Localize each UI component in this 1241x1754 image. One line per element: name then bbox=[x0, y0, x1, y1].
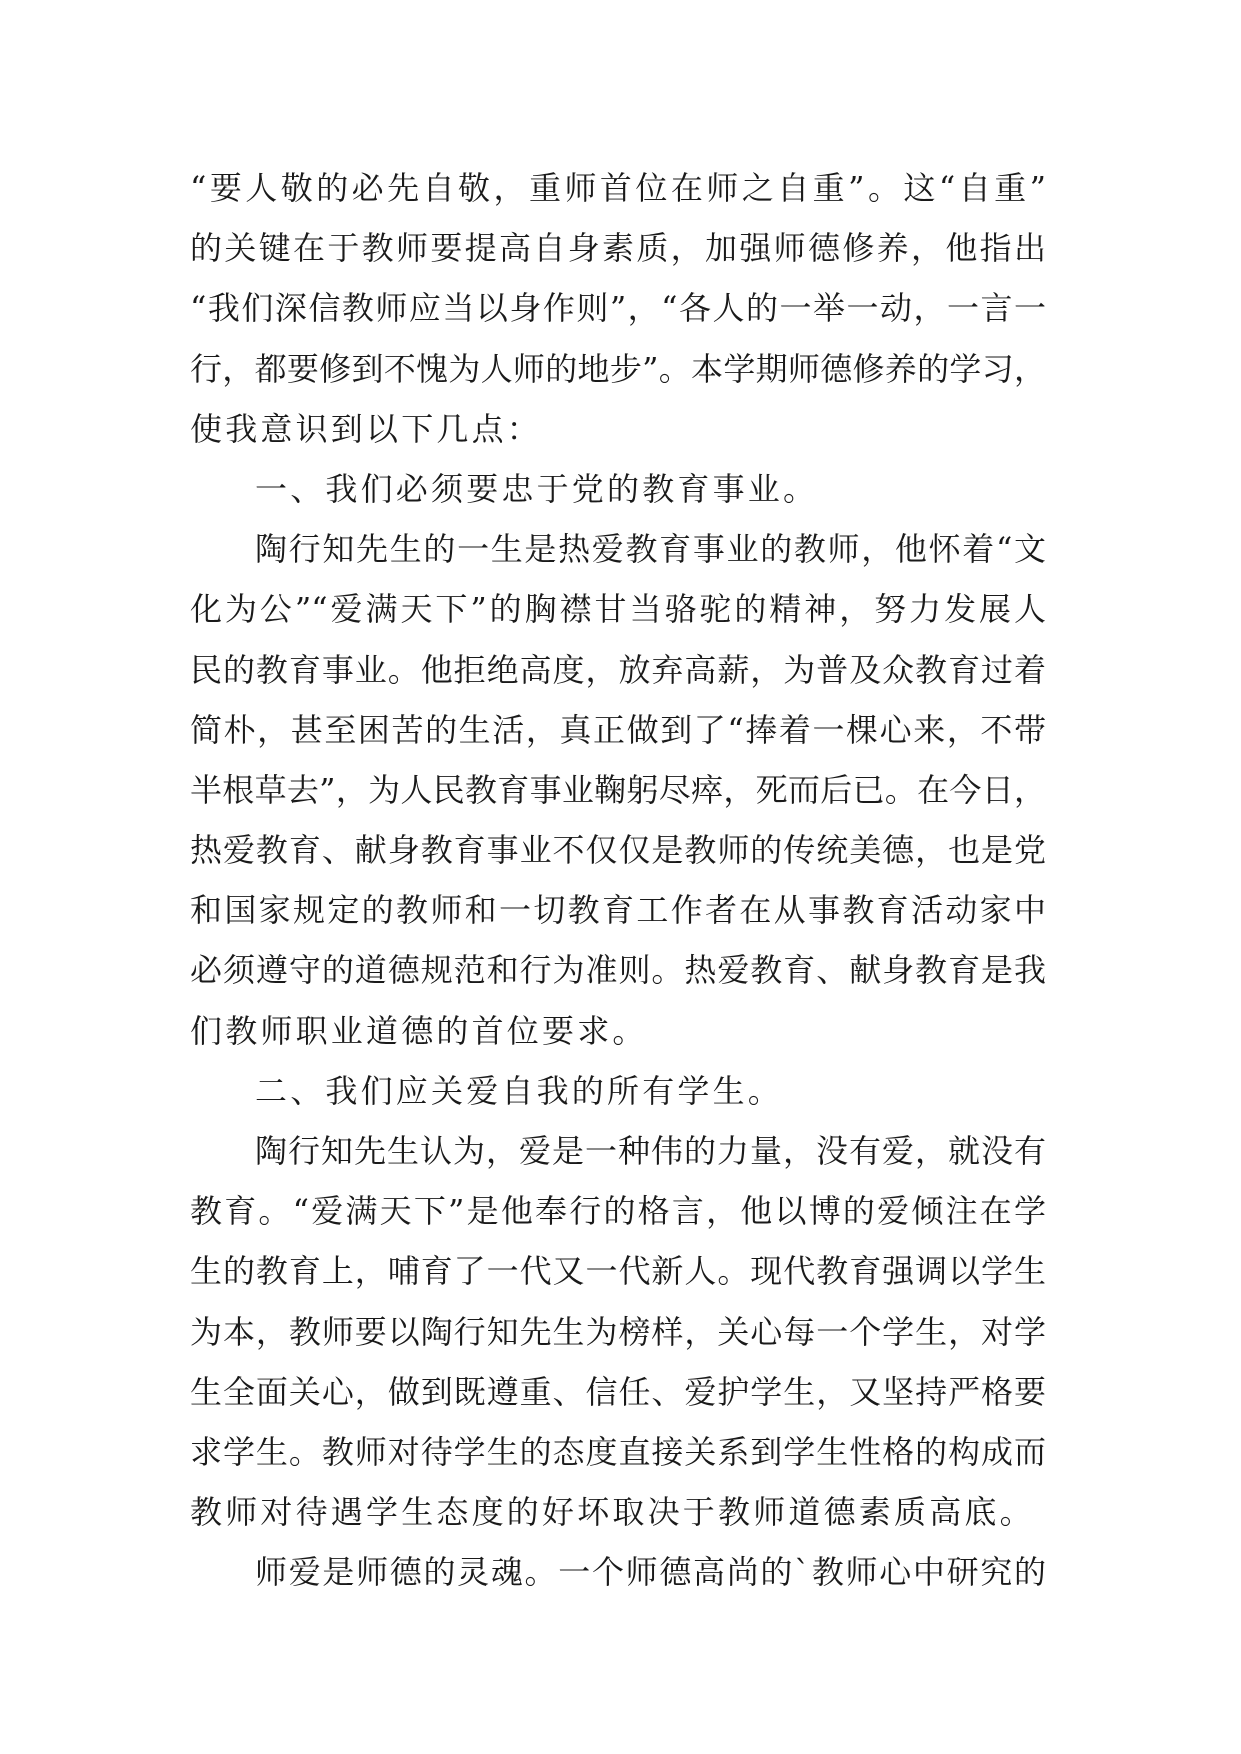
text-line: “我们深信教师应当以身作则”，“各人的一举一动，一言一 bbox=[190, 289, 1046, 328]
section-heading: 二、我们应关爱自我的所有学生。 bbox=[255, 1071, 784, 1110]
text-line: 求学生。教师对待学生的态度直接关系到学生性格的构成而 bbox=[190, 1432, 1046, 1471]
text-line: 生的教育上，哺育了一代又一代新人。现代教育强调以学生 bbox=[190, 1252, 1046, 1291]
text-line: 的关键在于教师要提高自身素质，加强师德修养，他指出 bbox=[190, 229, 1046, 268]
text-line: 教师对待遇学生态度的好坏取决于教师道德素质高底。 bbox=[190, 1493, 1035, 1532]
text-line: 简朴，甚至困苦的生活，真正做到了“捧着一棵心来，不带 bbox=[190, 710, 1046, 749]
body-text bbox=[190, 158, 1046, 1603]
text-line: 和国家规定的教师和一切教育工作者在从事教育活动家中 bbox=[190, 891, 1046, 930]
text-line: 们教师职业道德的首位要求。 bbox=[190, 1011, 648, 1050]
text-line: “要人敬的必先自敬，重师首位在师之自重”。这“自重” bbox=[190, 169, 1046, 207]
text-line: 热爱教育、献身教育事业不仅仅是教师的传统美德，也是党 bbox=[190, 831, 1046, 870]
text-line: 必须遵守的道德规范和行为准则。热爱教育、献身教育是我 bbox=[190, 951, 1046, 990]
text-line: 生全面关心，做到既遵重、信任、爱护学生，又坚持严格要 bbox=[190, 1372, 1046, 1411]
text-line: 为本，教师要以陶行知先生为榜样，关心每一个学生，对学 bbox=[190, 1312, 1046, 1351]
text-line: 师爱是师德的灵魂。一个师德高尚的`教师心中研究的 bbox=[255, 1553, 1046, 1592]
text-line: 行，都要修到不愧为人师的地步”。本学期师德修养的学习， bbox=[190, 349, 1046, 388]
text-line: 使我意识到以下几点： bbox=[190, 409, 543, 448]
text-line: 教育。“爱满天下”是他奉行的格言，他以博的爱倾注在学 bbox=[190, 1192, 1046, 1231]
text-line: 民的教育事业。他拒绝高度，放弃高薪，为普及众教育过着 bbox=[190, 650, 1046, 689]
text-line: 化为公”“爱满天下”的胸襟甘当骆驼的精神，努力发展人 bbox=[190, 590, 1046, 629]
text-line: 陶行知先生认为，爱是一种伟的力量，没有爱，就没有 bbox=[255, 1132, 1046, 1170]
text-line: 陶行知先生的一生是热爱教育事业的教师，他怀着“文 bbox=[255, 530, 1046, 569]
text-line: 半根草去”，为人民教育事业鞠躬尽瘁，死而后已。在今日， bbox=[190, 770, 1046, 809]
section-heading: 一、我们必须要忠于党的教育事业。 bbox=[255, 469, 819, 508]
